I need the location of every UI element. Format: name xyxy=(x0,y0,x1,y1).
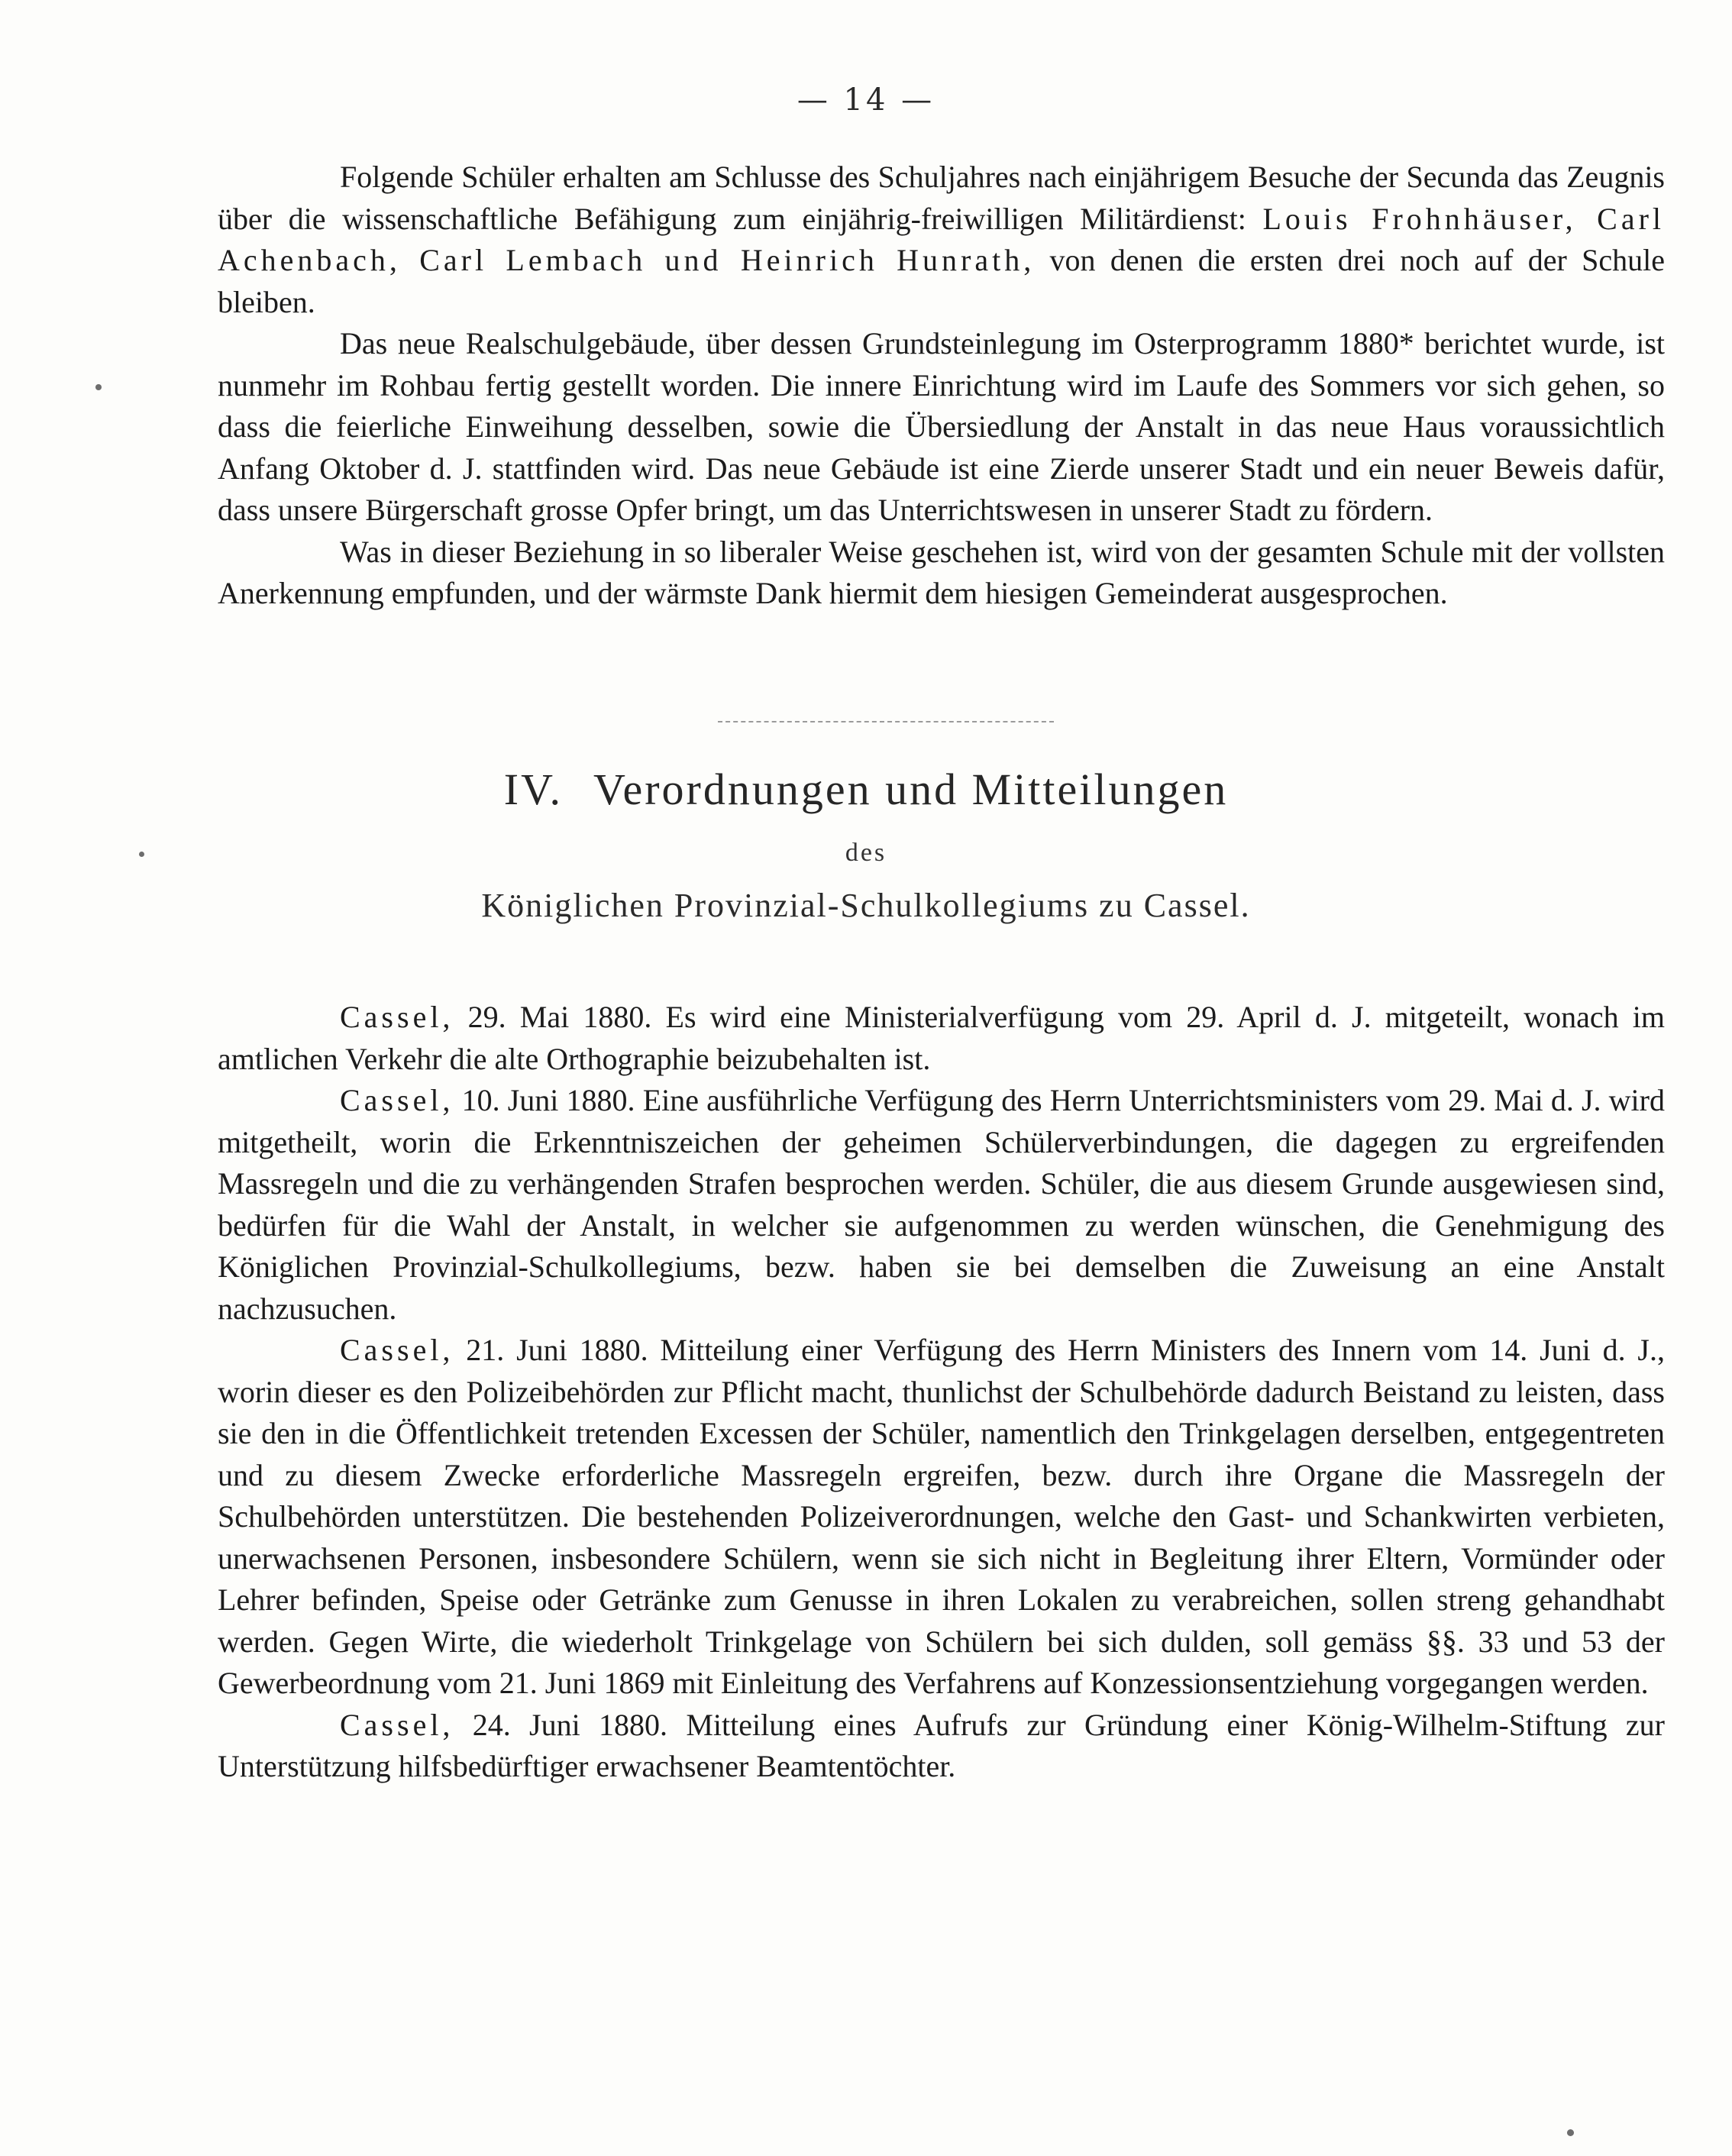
section-numeral: IV. xyxy=(503,764,564,814)
decree-date: 21. Juni 1880. xyxy=(454,1333,648,1367)
paper-speck xyxy=(1567,2129,1574,2136)
decree-place: Cassel, xyxy=(340,1000,454,1034)
section-divider xyxy=(718,721,1054,722)
page-number: — 14 — xyxy=(797,82,935,118)
decree-text: Mitteilung eines Aufrufs zur Gründung einer König-Wilhelm-Stiftung zur Unterstützung hilfsbedürftiger erwachsener Beamtentöchter. xyxy=(218,1707,1665,1783)
section-authority: Königlichen Provinzial-Schulkollegiums zu Cassel. xyxy=(481,887,1251,924)
paper-speck xyxy=(139,852,144,857)
decree-entry xyxy=(218,1330,1665,1705)
paper-speck xyxy=(95,384,102,390)
student-names: Louis Frohnhäuser, Carl Achenbach, Carl Lembach und Heinrich Hunrath, xyxy=(218,201,1666,277)
decrees-section xyxy=(218,997,1665,1788)
decree-text: Eine ausführliche Verfügung des Herrn Unterrichtsministers vom 29. Mai d. J. wird mitgetheilt, worin die Erkenntniszeichen der geheimen Schülerverbindungen, die dagegen zu ergreifenden Massregeln und die zu verhängenden Strafen besprochen werden. Schüler, die aus diesem Grunde ausgewiesen sind, bedürfen für die Wahl der Anstalt, in welcher sie aufgenommen zu werden wünschen, die Genehmigung des Königlichen Provinzial-Schulkollegiums, bezw. haben sie bei demselben die Zuweisung an eine Anstalt nachzusuchen. xyxy=(218,1083,1665,1326)
school-news-section xyxy=(218,157,1665,615)
decree-place: Cassel, xyxy=(340,1333,454,1367)
decree-text: Mitteilung einer Verfügung des Herrn Ministers des Innern vom 14. Juni d. J., worin dieser es den Polizeibehörden zur Pflicht macht, thunlichst der Schulbehörde dadurch Beistand zu leisten, dass sie den in die Öffentlichkeit tretenden Excessen der Schüler, namentlich den Trinkgelagen derselben, entgegentreten und zu diesem Zwecke erforderliche Massregeln ergreifen, bezw. durch ihre Organe die Massregeln der Schulbehörden unterstützen. Die bestehenden Polizeiverordnungen, welche den Gast- und Schankwirten verbieten, unerwachsenen Personen, insbesondere Schülern, wenn sie sich nicht in Begleitung ihrer Eltern, Vormünder oder Lehrer befinden, Speise oder Getränke zum Genusse in ihren Lokalen zu verabreichen, sollen streng gehandhabt werden. Gegen Wirte, die wiederholt Trinkgelage von Schülern bei sich dulden, soll gemäss §§. 33 und 53 der Gewerbeordnung vom 21. Juni 1869 mit Einleitung des Verfahrens auf Konzessionsentziehung vorgegangen werden. xyxy=(218,1333,1665,1700)
decree-text: Es wird eine Ministerialverfügung vom 29. April d. J. mitgeteilt, wonach im amtlichen Verkehr die alte Orthographie beizubehalten ist. xyxy=(218,1000,1665,1076)
section-heading xyxy=(0,764,1732,815)
decree-date: 10. Juni 1880. xyxy=(454,1083,635,1117)
section-title: Verordnungen und Mitteilungen xyxy=(593,764,1229,814)
paragraph-text: Folgende Schüler erhalten am Schlusse des Schuljahres nach einjährigem Besuche der Secunda das Zeugnis über die wissenschaftliche Befähigung zum einjährig-freiwilligen Militärdienst: xyxy=(218,160,1665,236)
paragraph-tail: von denen die ersten drei noch auf der Schule bleiben. xyxy=(218,243,1666,319)
decree-date: 29. Mai 1880. xyxy=(454,1000,652,1034)
decree-entry xyxy=(218,1080,1665,1330)
decree-entry xyxy=(218,997,1665,1080)
decree-date: 24. Juni 1880. xyxy=(454,1707,668,1742)
paragraph-new-building: Das neue Realschulgebäude, über dessen Grundsteinlegung im Osterprogramm 1880* berichtet wurde, ist nunmehr im Rohbau fertig gestellt worden. Die innere Einrichtung wird im Laufe des Sommers vor sich gehen, so dass die feierliche Einweihung desselben, sowie die Übersiedlung der Anstalt in das neue Haus voraussichtlich Anfang Oktober d. J. stattfinden wird. Das neue Gebäude ist eine Zierde unserer Stadt und ein neuer Beweis dafür, dass unsere Bürgerschaft grosse Opfer bringt, um das Unterrichtswesen in unserer Stadt zu fördern. xyxy=(218,326,1665,527)
decree-place: Cassel, xyxy=(340,1707,454,1742)
section-connector: des xyxy=(845,839,887,867)
decree-entry xyxy=(218,1705,1665,1788)
paragraph-certificates xyxy=(218,157,1665,323)
paragraph-thanks: Was in dieser Beziehung in so liberaler Weise geschehen ist, wird von der gesamten Schule mit der vollsten Anerkennung empfunden, und der wärmste Dank hiermit dem hiesigen Gemeinderat ausgesprochen. xyxy=(218,534,1665,610)
decree-place: Cassel, xyxy=(340,1083,454,1117)
